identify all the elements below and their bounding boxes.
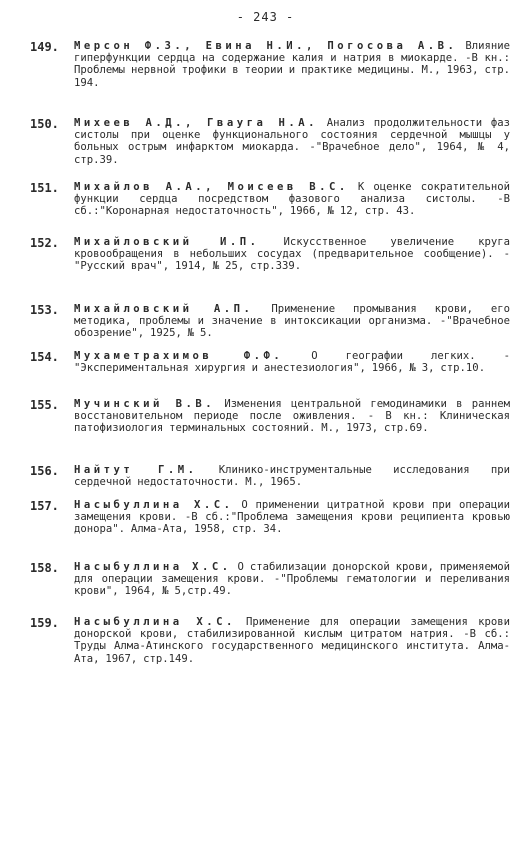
entry-text: Анализ продолжительности фаз систолы при оценке функционального состояния сердечной мышцы у больных острым инфарктом миокарда. -"Врачебное дело", 1964, № 4, стр.39. xyxy=(74,117,510,166)
entry-author: Найтут Г.М. xyxy=(74,464,198,476)
entry-author: Михайловский И.П. xyxy=(74,236,260,248)
entry-text: Применение для операции замещения крови донорской крови, стабилизированной кислым цитратом натрия. -В сб.: Труды Алма-Атинского государственного медицинского института. Алма-Ата, 1967, стр.149. xyxy=(74,616,510,665)
entry-number: 157. xyxy=(30,499,59,513)
entry-author: Мерсон Ф.З., Евина Н.И., Погосова А.В. xyxy=(74,40,458,52)
entry-text: Искусственное увеличение круга кровообращения в небольших сосудах (предварительное сообщение). -"Русский врач", 1914, № 25, стр.339. xyxy=(74,236,510,273)
entry-number: 154. xyxy=(30,350,59,364)
entry-text: Влияние гиперфункции сердца на содержание калия и натрия в миокарде. -В кн.: Проблемы нервной трофики в теории и практике медицины. М., 1963, стр. 194. xyxy=(74,40,510,89)
entry-author: Насыбуллина Х.С. xyxy=(74,499,234,511)
entry-author: Насыбуллина Х.С. xyxy=(74,561,232,573)
entry-author: Мухаметрахимов Ф.Ф. xyxy=(74,350,284,362)
entry-number: 152. xyxy=(30,236,59,250)
entry-number: 150. xyxy=(30,117,59,131)
entry-number: 153. xyxy=(30,303,59,317)
entry-text: К оценке сократительной функции сердца посредством фазового анализа систолы. -В сб.:"Коронарная недостаточность", 1966, № 12, стр. 43. xyxy=(74,181,510,218)
entry-number: 155. xyxy=(30,398,59,412)
entry-number: 156. xyxy=(30,464,59,478)
entry-author: Михеев А.Д., Гвауга Н.А. xyxy=(74,117,319,129)
entry-author: Михайлов А.А., Моисеев В.С. xyxy=(74,181,349,193)
entry-text: О стабилизации донорской крови, применяемой для операции замещения крови. -"Проблемы гематологии и переливания крови", 1964, № 5,стр.49. xyxy=(74,561,510,598)
entry-author: Насыбуллина Х.С. xyxy=(74,616,236,628)
entry-number: 149. xyxy=(30,40,59,54)
entry-number: 159. xyxy=(30,616,59,630)
page-number: - 243 - xyxy=(236,10,295,24)
entry-text: Применение промывания крови, его методика, проблемы и значение в интоксикации организма. -"Врачебное обозрение", 1925, № 5. xyxy=(74,303,510,340)
entry-author: Мучинский В.В. xyxy=(74,398,216,410)
entry-text: Клинико-инструментальные исследования при сердечной недостаточности. М., 1965. xyxy=(74,464,510,489)
entry-author: Михайловский А.П. xyxy=(74,303,254,315)
entry-text: О применении цитратной крови при операции замещения крови. -В сб.:"Проблема замещения крови реципиента кровью донора". Алма-Ата, 1958, стр. 34. xyxy=(74,499,510,536)
entry-text: Изменения центральной гемодинамики в раннем восстановительном периоде после оживления. - В кн.: Клиническая патофизиология терминальных состояний. М., 1973, стр.69. xyxy=(74,398,510,435)
entry-text: О географии легких. -"Экспериментальная хирургия и анестезиология", 1966, № 3, стр.10. xyxy=(74,350,510,375)
entry-number: 158. xyxy=(30,561,59,575)
entry-number: 151. xyxy=(30,181,59,195)
